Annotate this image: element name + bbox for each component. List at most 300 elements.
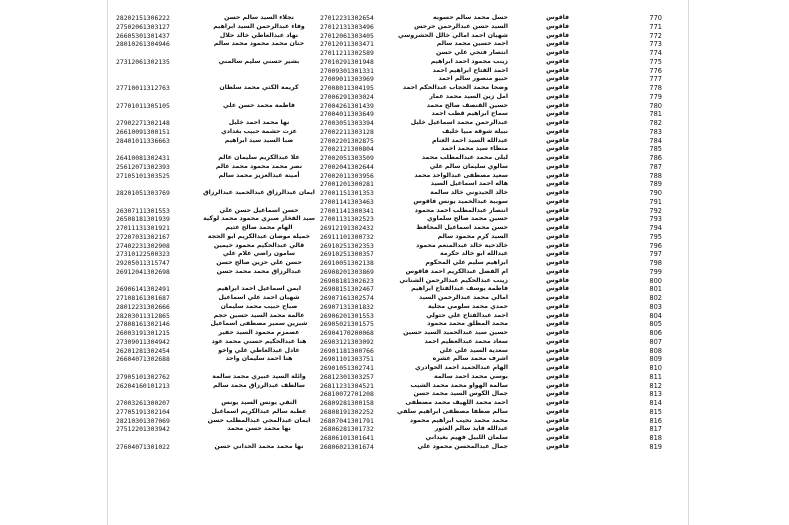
national-id: 26907161302574 [320,294,374,302]
national-id: 27009011303969 [320,75,374,84]
district: فاقوس [546,206,569,214]
district: فاقوس [546,66,569,74]
district: فاقوس [546,399,569,406]
district: فاقوس [546,189,569,196]
person-name: نبيلة شوقة مبيا خليف [442,127,508,135]
national-id: 26809281300158 [320,399,374,407]
district: فاقوس [546,31,569,39]
row-number: 781 [649,110,662,119]
spouse-national-id: 27312061302135 [116,57,170,66]
district: فاقوس [546,171,569,179]
person-name: السيد حسن عبدالرحمن حرحس [414,22,508,30]
row-number: 774 [649,49,662,57]
spouse-name: النفي يونس السيد يونس [221,399,297,406]
table-row [112,207,672,216]
table-row [112,224,672,233]
row-number: 776 [649,66,662,75]
spouse-national-id: 25612071302393 [116,162,170,171]
spouse-name: سامون راضي علام علي [222,250,296,258]
row-number: 791 [649,197,662,206]
row-number: 799 [649,267,662,276]
national-id: 26908201303869 [320,267,374,276]
national-id: 27001141300341 [320,206,374,215]
district: فاقوس [546,320,569,328]
district: فاقوس [546,224,569,231]
national-id: 26810072701208 [320,390,374,399]
spouse-national-id: 26605301301437 [116,31,170,40]
row-number: 796 [649,241,662,250]
row-number: 770 [649,14,662,22]
person-name: سالم صطفا مصطفى ابراهيم سلفي [396,407,508,415]
table-row [112,242,672,251]
district: فاقوس [546,197,569,205]
district: فاقوس [546,22,569,30]
national-id: 27012231302654 [320,14,374,22]
row-number: 812 [649,381,662,390]
spouse-name: أمينة عبدالعزيز محمد سالم [218,171,300,179]
spouse-name: نها محمد محمد الحداني حسن [214,442,304,450]
national-id: 26901051302741 [320,364,374,372]
national-id: 27008011304195 [320,84,374,92]
person-name: سلمان اللبيل فهيم بغيداني [425,434,508,441]
district: فاقوس [546,372,569,380]
table-row [112,434,672,443]
district: فاقوس [546,250,569,258]
district: فاقوس [546,136,569,144]
table-row [112,102,672,111]
table-row [112,58,672,67]
table-row [112,268,672,277]
row-number: 773 [649,40,662,49]
person-name: عبدالرحمن محمد اسماعيل خليل [410,119,508,126]
row-number: 819 [649,442,662,451]
spouse-national-id: 27207031302167 [116,232,170,241]
spouse-name: حسن علي حزين صالح حسن [216,259,302,266]
spouse-name: ضبا السيد سيد ابراهيم [224,136,294,144]
spouse-national-id: 27905101302762 [116,372,170,381]
person-name: سماح ابراهيم قطب احمد [431,110,508,118]
district: فاقوس [546,40,569,48]
spouse-name: نجلاء السيد سالم حسن [224,14,294,21]
national-id: 26910251300357 [320,250,374,259]
person-name: جمال عبدالمحسن محمود علي [417,442,508,450]
row-number: 817 [649,425,662,434]
table-row [112,390,672,399]
person-name: جمال الكوس السيد محمد حسن [413,390,508,398]
person-name: حسين سيد عبدالحميد السيد حسين [403,329,508,336]
table-row [112,23,672,32]
person-name: انتصار عبدالمطلب احمد محمود [414,206,508,214]
spouse-national-id: 27705191302104 [116,407,170,416]
national-id: 27012061303405 [320,31,374,40]
spouse-national-id: 27310122500323 [116,250,170,259]
district: فاقوس [546,92,569,100]
spouse-national-id: 28401011336663 [116,136,170,145]
row-number: 809 [649,355,662,364]
district: فاقوس [546,346,569,354]
row-number: 771 [649,22,662,31]
person-name: امالي محمد عبدالرحمن السيد [419,294,508,301]
person-name: سعدية السيد علي علي [439,346,508,354]
person-name: السيد كرم محمود سالم [437,232,508,240]
national-id: 26910251302353 [320,241,374,250]
spouse-name: ايمن اسماعيل احمد ابراهيم [217,285,301,293]
spouse-name: سيد الفخار صبري محمود محمد لوكية [203,215,315,223]
national-id: 26806281301732 [320,425,374,434]
person-name: ام الفضل عبدالكريم احمد فاقوس [405,267,508,275]
national-id: 26808191302252 [320,407,374,416]
spouse-national-id: 28210301307069 [116,416,170,425]
district: فاقوس [546,14,569,21]
spouse-name: وفاء عبدالرحمن السيد ابراهيم [213,22,305,30]
spouse-national-id: 27902271302148 [116,119,170,127]
table-row [112,84,672,93]
person-name: ابراهيم سليم علي المحكوم [425,259,508,266]
table-row [112,75,672,84]
table-row [112,364,672,373]
table-row [112,259,672,268]
national-id: 27003051303394 [320,119,374,127]
spouse-name: شيرين سمير مصطفى اسماعيل [210,320,308,328]
table-row [112,443,672,452]
national-id: 26811231304521 [320,381,374,390]
row-number: 786 [649,154,662,162]
national-id: 27002011303956 [320,171,374,180]
national-id: 26812301303257 [320,372,374,381]
district: فاقوس [546,215,569,223]
row-number: 800 [649,276,662,285]
table-row [112,32,672,41]
spouse-name: خميلة موضان عبدالكريم ابو الحجة [207,232,311,240]
district: فاقوس [546,145,569,153]
table-row [112,93,672,102]
person-name: حسين القنصف صالح محمد [426,101,508,109]
spouse-name: عادل عبدالعاطي علي واخو [218,346,300,354]
district: فاقوس [546,294,569,301]
person-name: منطاء سيد محمد احمد [441,145,508,153]
national-id: 26904170200068 [320,329,374,337]
spouse-name: نها محمد احمد خليل [228,119,290,126]
table-row [112,128,672,137]
row-number: 818 [649,434,662,442]
spouse-name: فاطمة محمد حسن علي [223,101,295,109]
row-number: 778 [649,84,662,92]
spouse-national-id: 26003191301215 [116,329,170,337]
spouse-name: الهام محمد صالح عتيم [225,224,293,231]
person-name: حمدي محمد سلومي مجلية [427,302,508,310]
row-number: 806 [649,329,662,337]
row-number: 782 [649,119,662,127]
national-id: 27001131302523 [320,215,374,224]
district: فاقوس [546,232,569,240]
person-name: عبدالله السيد احمد الغنام [432,136,508,144]
person-name: سعيد مصطفى عبدالواحد محمد [414,171,508,179]
national-id: 27012131303496 [320,22,374,31]
person-name: احمد حسين محمد سالم [436,40,508,48]
person-name: عبدالله قايد سالم العثور [434,425,508,433]
district: فاقوس [546,381,569,389]
national-id: 27002041302644 [320,162,374,171]
table-row [112,312,672,321]
row-number: 780 [649,101,662,110]
person-name: انتصار فتحي علي حسن [435,49,508,56]
table-row [112,303,672,312]
spouse-national-id: 27011131301921 [116,224,170,232]
table-row [112,67,672,76]
table-row [112,294,672,303]
row-number: 784 [649,136,662,145]
national-id: 26911101300732 [320,232,374,241]
row-number: 777 [649,75,662,84]
table-row [112,137,672,146]
table-row [112,355,672,364]
district: فاقوس [546,127,569,135]
person-name: سوبية عبدالحميد يونس فاقوس [413,197,508,205]
row-number: 808 [649,346,662,355]
spouse-national-id: 27003261300207 [116,399,170,407]
spouse-name: قالي عبدالحكيم محمود خيمين [213,241,305,249]
spouse-national-id: 27402231302908 [116,241,170,250]
person-name: فاطمة يوسف عبدالفتاح ابراهيم [411,285,508,293]
spouse-national-id: 27710011312763 [116,84,170,92]
spouse-name: صباح حبيب محمد سليمان [220,302,298,310]
person-name: زينب محمود احمد ابراهيم [430,57,508,65]
person-name: لبلى محمد عبدالمطلب محمد [421,154,508,161]
table-row [112,417,672,426]
spouse-national-id: 27512201303942 [116,425,170,434]
national-id: 26901101303751 [320,355,374,364]
table-row [112,215,672,224]
row-number: 805 [649,320,662,329]
national-id: 27004011303649 [320,110,374,119]
spouse-name: عطبة سالم عبدالكريم اسماعيل [211,407,307,415]
spouse-national-id: 28010261304946 [116,40,170,49]
row-number: 811 [649,372,662,381]
district: فاقوس [546,259,569,266]
person-name: هاله احمد اسماعيل السيد [430,180,508,188]
table-row [112,382,672,391]
spouse-national-id: 29205011315747 [116,259,170,267]
spouse-name: عبدالرزاق محمد محمد حسن [216,267,302,275]
person-name: سالمة الهواو محمد محمد الشيب [410,381,508,389]
district: فاقوس [546,101,569,109]
person-name: خالدحية خالد عبدالمنعم محمود [416,241,508,249]
table-row [112,110,672,119]
spouse-national-id: 26201281302454 [116,346,170,355]
national-id: 27002201302875 [320,136,374,145]
national-id: 26907131301832 [320,302,374,311]
table-row [112,285,672,294]
table-row [112,347,672,356]
person-name: خالد الحيدوني خالد سالمة [430,189,508,196]
spouse-name: عالمة محمد السيد حسين حجم [213,311,305,319]
spouse-name: نها محمد حسن محمد [227,425,291,433]
row-number: 807 [649,337,662,346]
person-name: عبدالله ابو خالد حكرمة [439,250,508,258]
national-id: 26910051302138 [320,259,374,267]
national-id: 27002051303509 [320,154,374,162]
row-number: 794 [649,224,662,232]
spouse-name: ايمان عبدالمحي عبدالمطلب حسن [207,416,311,424]
table-row [112,198,672,207]
spouse-name: هنا عبدالحكيم حسني محمد عود [211,337,307,345]
row-number: 798 [649,259,662,267]
national-id: 26905021301575 [320,320,374,329]
row-number: 788 [649,171,662,180]
spouse-name: كريمة الكتي محمد سلطان [219,84,299,91]
national-id: 26807041301791 [320,416,374,425]
national-id: 27006291303024 [320,92,374,101]
spouse-national-id: 26610091300151 [116,127,170,136]
person-name: اشرف محمد سالم عشره [432,355,508,363]
table-row [112,172,672,181]
district: فاقوس [546,355,569,363]
person-name: حبيو منصور سالم احمد [438,75,508,83]
national-id: 27001201300281 [320,180,374,189]
row-number: 815 [649,407,662,416]
district: فاقوس [546,57,569,65]
spouse-national-id: 26410081302431 [116,154,170,162]
national-id: 26912191302432 [320,224,374,232]
national-id: 26908151302467 [320,285,374,294]
district: فاقوس [546,364,569,371]
row-number: 789 [649,180,662,189]
national-id: 27004261301439 [320,101,374,110]
spouse-name: عصمزم محمود السيد حفير [218,329,300,336]
district: فاقوس [546,416,569,424]
row-number: 814 [649,399,662,407]
person-name: محمد المطلق محمد محمود [427,320,508,328]
spouse-national-id: 27108161301687 [116,294,170,302]
national-id: 26908181302623 [320,276,374,285]
district: فاقوس [546,162,569,170]
spouse-national-id: 27502061303127 [116,22,170,31]
table-row [112,277,672,286]
district: فاقوس [546,49,569,56]
person-name: حسن محمد اسماعيل المحافظ [416,224,508,231]
national-id: 27012011303471 [320,40,374,49]
district: فاقوس [546,119,569,126]
row-number: 810 [649,364,662,372]
spouse-name: عزت حشمة حبيب بغدادي [221,127,297,135]
row-number: 785 [649,145,662,154]
spouse-national-id: 27701011305105 [116,101,170,110]
spouse-name: ايمان عبدالرزاق عبدالحميد عبدالرزاق [203,189,315,196]
table-row [112,40,672,49]
district: فاقوس [546,311,569,319]
row-number: 797 [649,250,662,259]
district: فاقوس [546,154,569,161]
row-number: 790 [649,189,662,197]
table-row [112,320,672,329]
district: فاقوس [546,407,569,415]
district: فاقوس [546,285,569,293]
table-row [112,425,672,434]
person-name: حسل محمد سالم حسوبه [432,14,508,21]
spouse-national-id: 27604071301022 [116,442,170,451]
table-row [112,119,672,128]
row-number: 793 [649,215,662,224]
national-id: 27002121300804 [320,145,374,154]
row-number: 804 [649,311,662,320]
right-margin-line [688,0,689,525]
spouse-name: بشير حسني سليم سالمني [218,57,300,65]
district: فاقوس [546,267,569,275]
spouse-national-id: 28202151306222 [116,14,170,22]
row-number: 787 [649,162,662,171]
row-number: 772 [649,31,662,40]
district: فاقوس [546,75,569,83]
table-row [112,250,672,259]
district: فاقوس [546,276,569,284]
table-row [112,373,672,382]
national-id: 27001151301353 [320,189,374,197]
spouse-name: نهاد عبدالعاطي خالد حلال [219,31,299,39]
row-number: 813 [649,390,662,399]
national-id: 26806021301674 [320,442,374,451]
spouse-national-id: 27105101303525 [116,171,170,180]
person-name: زينب عبدالحكيم عبدالرحمن الشناني [399,276,508,284]
district: فاقوس [546,442,569,450]
national-id: 26806101301641 [320,434,374,442]
table-row [112,338,672,347]
spouse-national-id: 26307111301553 [116,206,170,215]
table-row [112,329,672,338]
spouse-national-id: 28012231302666 [116,302,170,311]
district: فاقوس [546,302,569,310]
person-name: سعاد محمد عبدالعظيم احمد [424,337,508,345]
person-name: شهبان احمد امالي خالل الحشروسي [398,31,508,39]
row-number: 795 [649,232,662,241]
district: فاقوس [546,434,569,441]
spouse-name: هنا احمد سليمان واحد [225,355,293,363]
spouse-name: حنان محمد محمود محمد سالم [213,40,305,48]
spouse-national-id: 26604071302688 [116,355,170,364]
spouse-national-id: 27309011304942 [116,337,170,346]
row-number: 775 [649,57,662,66]
national-id: 27010291301948 [320,57,374,66]
spouse-name: سالطف عبدالرزاق محمد سالم [212,381,306,389]
table-row [112,233,672,242]
district: فاقوس [546,180,569,188]
district: فاقوس [546,329,569,336]
spouse-name: نصر محمد محمود محمد عالم [215,162,303,170]
person-name: احمد محمد اللهيف محمد مصطفى [405,399,508,406]
table-row [112,180,672,189]
district: فاقوس [546,337,569,345]
records-table [112,14,672,452]
person-name: حسين محمد صالح سلماوي [426,215,508,223]
person-name: امل زين السيد محمد عمار [429,92,508,100]
national-id: 26903121303092 [320,337,374,346]
spouse-national-id: 26204160101213 [116,381,170,390]
spouse-name: حسن اسماعيل حسن علي [219,206,299,214]
spouse-national-id: 27808161302146 [116,320,170,329]
row-number: 783 [649,127,662,136]
table-row [112,189,672,198]
row-number: 803 [649,302,662,311]
spouse-name: شهبان احمد علي اسماعيل [218,294,300,301]
table-row [112,49,672,58]
row-number: 802 [649,294,662,302]
person-name: احمد الفتاح ابراهيم احمد [432,66,508,74]
table-row [112,154,672,163]
national-id: 26901181300766 [320,346,374,355]
row-number: 801 [649,285,662,294]
row-number: 779 [649,92,662,101]
spouse-national-id: 28203011312865 [116,311,170,320]
spouse-name: علا عبدالكريم سليمان عالم [218,154,300,161]
